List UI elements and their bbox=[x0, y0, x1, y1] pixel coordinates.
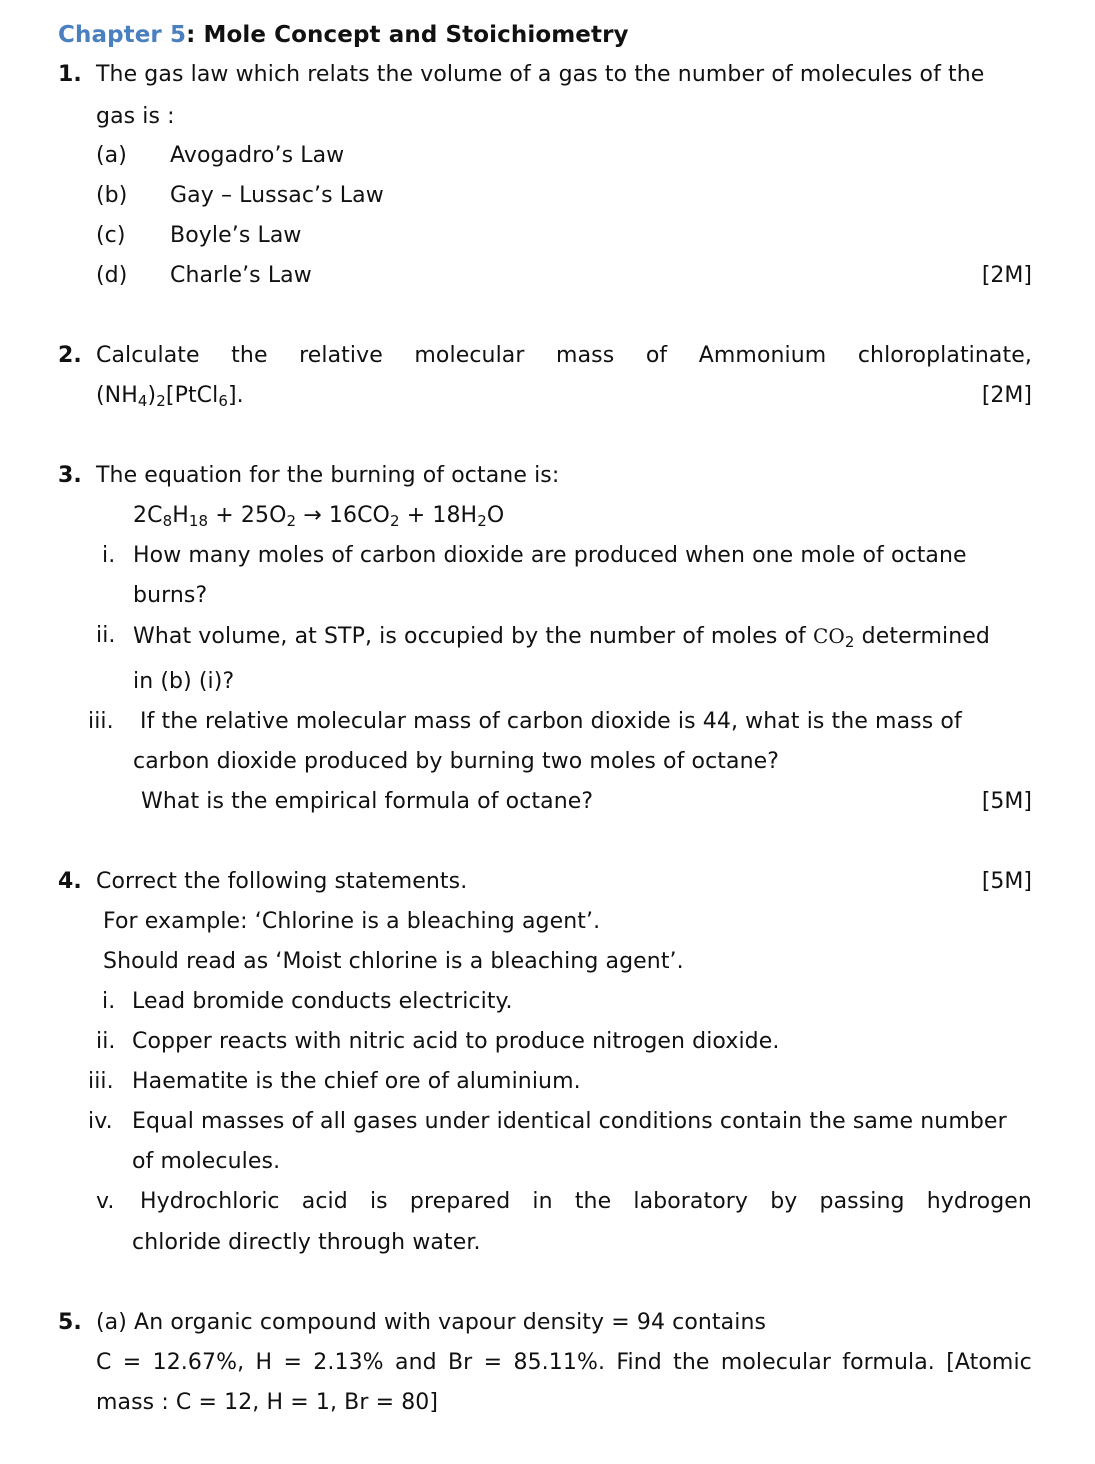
q5-word: molecular bbox=[720, 1350, 831, 1375]
q4-example: For example: ‘Chlorine is a bleaching agent’. bbox=[103, 909, 601, 934]
equation-part: H bbox=[172, 503, 189, 528]
q3-iii-label: iii. bbox=[88, 709, 114, 734]
q1-option-a-label: (a) bbox=[96, 143, 127, 168]
q1-option-b-text: Gay – Lussac’s Law bbox=[170, 183, 384, 208]
q4-v-text bbox=[140, 1187, 1032, 1217]
q5-word: the bbox=[673, 1350, 710, 1375]
chapter-name: Mole Concept and Stoichiometry bbox=[203, 22, 629, 48]
q2-word: Ammonium bbox=[698, 343, 827, 368]
q5-number: 5. bbox=[58, 1310, 82, 1335]
title-colon: : bbox=[186, 22, 204, 48]
q2-text-line1 bbox=[96, 341, 1032, 371]
q4-v-label: v. bbox=[96, 1189, 115, 1214]
q3-equation bbox=[133, 501, 504, 531]
q2-number: 2. bbox=[58, 343, 82, 368]
q5-word: = bbox=[122, 1350, 142, 1375]
q4-v-word: acid bbox=[301, 1189, 348, 1214]
q2-formula bbox=[96, 381, 244, 411]
q5-word: Find bbox=[616, 1350, 662, 1375]
q1-option-d-label: (d) bbox=[96, 263, 128, 288]
q4-v-word: by bbox=[770, 1189, 798, 1214]
q2-word: of bbox=[645, 343, 668, 368]
q4-i-label: i. bbox=[102, 989, 116, 1014]
q5-word: and bbox=[394, 1350, 437, 1375]
q1-option-c-label: (c) bbox=[96, 223, 126, 248]
q3-intro: The equation for the burning of octane is: bbox=[96, 463, 560, 488]
q4-v-word: is bbox=[369, 1189, 388, 1214]
equation-part: 2C bbox=[133, 503, 163, 528]
q1-text-line1: The gas law which relats the volume of a gas to the number of molecules of the bbox=[96, 62, 985, 87]
q3-i-line1: How many moles of carbon dioxide are produced when one mole of octane bbox=[133, 543, 967, 568]
formula-part: [PtCl bbox=[165, 383, 219, 408]
formula-part: ]. bbox=[228, 383, 244, 408]
equation-part: + 25O bbox=[208, 503, 287, 528]
q2-word: the bbox=[231, 343, 268, 368]
co2-subscript: 2 bbox=[844, 633, 855, 651]
q4-intro: Correct the following statements. bbox=[96, 869, 468, 894]
equation-part: 16CO bbox=[328, 503, 390, 528]
q5-word: 2.13% bbox=[313, 1350, 384, 1375]
q5-word: C bbox=[96, 1350, 112, 1375]
q4-v-word: laboratory bbox=[633, 1189, 749, 1214]
q5-word: [Atomic bbox=[946, 1350, 1032, 1375]
equation-part: O bbox=[486, 503, 505, 528]
chapter-number: Chapter 5 bbox=[58, 22, 187, 48]
formula-subscript: 2 bbox=[156, 392, 166, 410]
q3-ii-text: determined bbox=[854, 624, 990, 649]
q5-word: formula. bbox=[842, 1350, 935, 1375]
q3-i-line2: burns? bbox=[133, 583, 208, 608]
q4-i-text: Lead bromide conducts electricity. bbox=[132, 989, 513, 1014]
equation-subscript: 2 bbox=[477, 512, 487, 530]
equation-part: + 18H bbox=[399, 503, 478, 528]
q4-ii-text: Copper reacts with nitric acid to produce nitrogen dioxide. bbox=[132, 1029, 780, 1054]
q5-word: 85.11%. bbox=[513, 1350, 606, 1375]
q4-iii-text: Haematite is the chief ore of aluminium. bbox=[132, 1069, 581, 1094]
q3-ii-line1 bbox=[133, 621, 990, 652]
q5-word: Br bbox=[447, 1350, 473, 1375]
q4-v-word: Hydrochloric bbox=[140, 1189, 280, 1214]
formula-subscript: 6 bbox=[218, 392, 228, 410]
q4-v-word: prepared bbox=[409, 1189, 511, 1214]
q2-word: Calculate bbox=[96, 343, 200, 368]
q1-text-line2: gas is : bbox=[96, 104, 175, 129]
q4-ii-label: ii. bbox=[96, 1029, 116, 1054]
q2-word: relative bbox=[299, 343, 383, 368]
q1-option-b-label: (b) bbox=[96, 183, 128, 208]
q1-option-a-text: Avogadro’s Law bbox=[170, 143, 345, 168]
q4-v-word: in bbox=[532, 1189, 553, 1214]
chapter-title bbox=[58, 20, 629, 50]
q5-line1: (a) An organic compound with vapour density = 94 contains bbox=[96, 1310, 767, 1335]
q3-iii-line2: carbon dioxide produced by burning two moles of octane? bbox=[133, 749, 780, 774]
q4-iv-line2: of molecules. bbox=[132, 1149, 281, 1174]
q5-word: H bbox=[255, 1350, 273, 1375]
q4-v-word: passing bbox=[819, 1189, 905, 1214]
q4-iv-text: Equal masses of all gases under identical conditions contain the same number bbox=[132, 1109, 1007, 1134]
q4-should-read: Should read as ‘Moist chlorine is a bleaching agent’. bbox=[103, 949, 684, 974]
equation-subscript: 18 bbox=[188, 512, 209, 530]
q5-line3: mass : C = 12, H = 1, Br = 80] bbox=[96, 1390, 439, 1415]
formula-subscript: 4 bbox=[137, 392, 148, 410]
q3-empirical-question: What is the empirical formula of octane? bbox=[141, 789, 594, 814]
q2-word: molecular bbox=[414, 343, 525, 368]
q5-line2 bbox=[96, 1348, 1032, 1378]
q4-iii-label: iii. bbox=[88, 1069, 114, 1094]
q5-word: = bbox=[283, 1350, 302, 1375]
co2-formula: CO bbox=[813, 624, 845, 648]
q4-iv-label: iv. bbox=[88, 1109, 113, 1134]
equation-subscript: 8 bbox=[162, 512, 173, 530]
q3-marks: [5M] bbox=[981, 789, 1032, 814]
q1-number: 1. bbox=[58, 62, 82, 87]
q4-v-line2: chloride directly through water. bbox=[132, 1230, 481, 1255]
q4-v-word: the bbox=[574, 1189, 612, 1214]
equation-subscript: 2 bbox=[389, 512, 400, 530]
q3-ii-label: ii. bbox=[96, 623, 116, 648]
q3-ii-line2: in (b) (i)? bbox=[133, 669, 235, 694]
q5-word: 12.67%, bbox=[152, 1350, 245, 1375]
q1-option-d-text: Charle’s Law bbox=[170, 263, 312, 288]
formula-part: ) bbox=[147, 383, 157, 408]
equation-subscript: 2 bbox=[286, 512, 297, 530]
q1-marks: [2M] bbox=[981, 263, 1032, 288]
q3-ii-text: What volume, at STP, is occupied by the number of moles of bbox=[133, 624, 813, 649]
q5-word: = bbox=[483, 1350, 503, 1375]
formula-part: (NH bbox=[96, 383, 138, 408]
q1-option-c-text: Boyle’s Law bbox=[170, 223, 302, 248]
q3-number: 3. bbox=[58, 463, 82, 488]
q2-word: mass bbox=[556, 343, 615, 368]
q4-v-word: hydrogen bbox=[926, 1189, 1032, 1214]
q4-marks: [5M] bbox=[981, 869, 1032, 894]
q3-i-label: i. bbox=[102, 543, 116, 568]
q2-word: chloroplatinate, bbox=[857, 343, 1032, 368]
reaction-arrow: → bbox=[296, 503, 329, 528]
q3-iii-line1: If the relative molecular mass of carbon dioxide is 44, what is the mass of bbox=[140, 709, 962, 734]
q2-marks: [2M] bbox=[981, 383, 1032, 408]
q4-number: 4. bbox=[58, 869, 82, 894]
